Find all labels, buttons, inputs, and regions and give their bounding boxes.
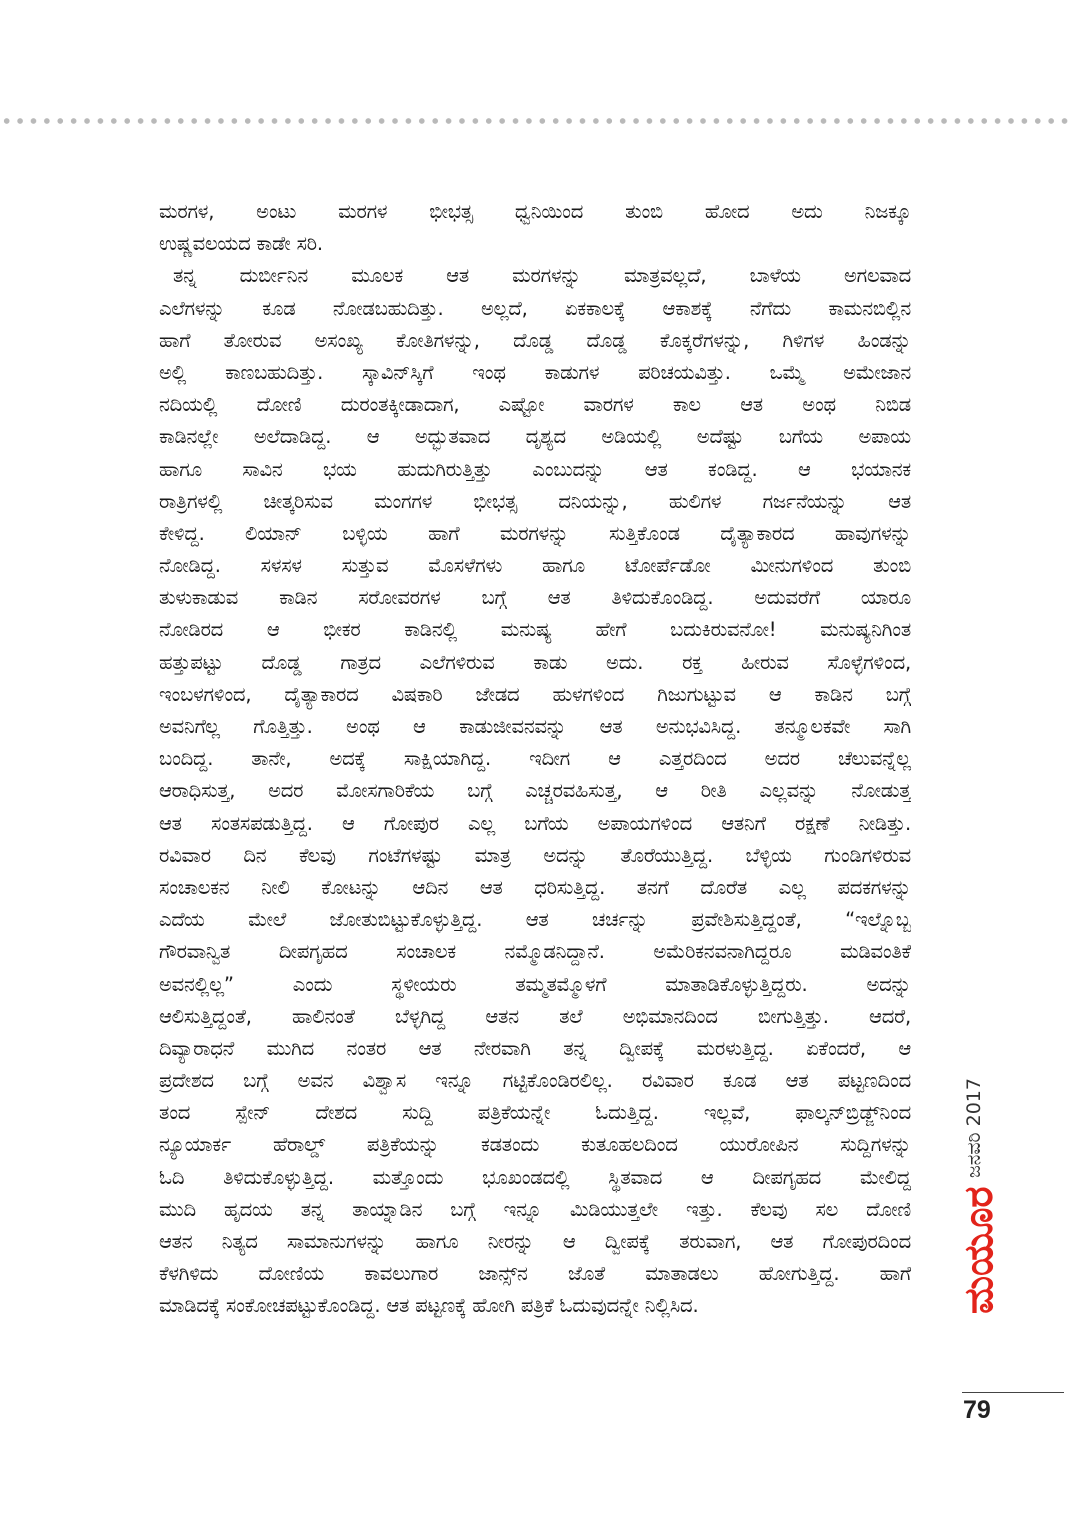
text-line: ಕೇಳಿದ್ದ. ಲಿಯಾನ್ ಬಳ್ಳಿಯ ಹಾಗೆ ಮರಗಳನ್ನು ಸುತ್ತಿಕೊಂಡ ದೈತ್ಯಾಕಾರದ ಹಾವುಗಳನ್ನು <box>159 521 911 545</box>
text-line: ಆರಾಧಿಸುತ್ತ, ಅದರ ಮೋಸಗಾರಿಕೆಯ ಬಗ್ಗೆ ಎಚ್ಚರವಹಿಸುತ್ತ, ಆ ರೀತಿ ಎಲ್ಲವನ್ನು ನೋಡುತ್ತ <box>159 779 911 803</box>
text-line: ರಾತ್ರಿಗಳಲ್ಲಿ ಚೀತ್ಕರಿಸುವ ಮಂಗಗಳ ಭೀಭತ್ಸ ದನಿಯನ್ನು, ಹುಲಿಗಳ ಗರ್ಜನೆಯನ್ನು ಆತ <box>159 489 911 513</box>
text-line: ಆತನ ನಿತ್ಯದ ಸಾಮಾನುಗಳನ್ನು ಹಾಗೂ ನೀರನ್ನು ಆ ದ್ವೀಪಕ್ಕೆ ತರುವಾಗ, ಆತ ಗೋಪುರದಿಂದ <box>159 1230 911 1253</box>
page-number-rule <box>962 1392 1064 1393</box>
text-line: ಆಲಿಸುತ್ತಿದ್ದಂತೆ, ಹಾಲಿನಂತೆ ಬೆಳ್ಳಗಿದ್ದ ಆತನ ತಲೆ ಅಭಿಮಾನದಿಂದ ಬೀಗುತ್ತಿತ್ತು. ಆದರೆ, <box>159 1004 911 1028</box>
text-line: ಹತ್ತುಪಟ್ಟು ದೊಡ್ಡ ಗಾತ್ರದ ಎಲೆಗಳಿರುವ ಕಾಡು ಅದು. ರಕ್ತ ಹೀರುವ ಸೊಳ್ಳೆಗಳಿಂದ, <box>159 650 911 674</box>
text-line: ತುಳುಕಾಡುವ ಕಾಡಿನ ಸರೋವರಗಳ ಬಗ್ಗೆ ಆತ ತಿಳಿದುಕೊಂಡಿದ್ದ. ಅದುವರೆಗೆ ಯಾರೂ <box>159 586 911 610</box>
page-number: 79 <box>963 1396 991 1424</box>
text-line: ಮುದಿ ಹೃದಯ ತನ್ನ ತಾಯ್ನಾಡಿನ ಬಗ್ಗೆ ಇನ್ನೂ ಮಿಡಿಯುತ್ತಲೇ ಇತ್ತು. ಕೆಲವು ಸಲ ದೋಣಿ <box>159 1197 911 1221</box>
text-line: ಓದಿ ತಿಳಿದುಕೊಳ್ಳುತ್ತಿದ್ದ. ಮತ್ತೊಂದು ಭೂಖಂಡದಲ್ಲಿ ಸ್ಥಿತವಾದ ಆ ದೀಪಗೃಹದ ಮೇಲಿದ್ದ <box>159 1165 911 1189</box>
text-line: ಇಂಬಳಗಳಿಂದ, ದೈತ್ಯಾಕಾರದ ವಿಷಕಾರಿ ಜೇಡದ ಹುಳಗಳಿಂದ ಗಿಜುಗುಟ್ಟುವ ಆ ಕಾಡಿನ ಬಗ್ಗೆ <box>159 682 911 706</box>
text-line: ಹಾಗೂ ಸಾವಿನ ಭಯ ಹುದುಗಿರುತ್ತಿತ್ತು ಎಂಬುದನ್ನು ಆತ ಕಂಡಿದ್ದ. ಆ ಭಯಾನಕ <box>159 457 911 481</box>
text-line: ಅವನಿಗೆಲ್ಲ ಗೊತ್ತಿತ್ತು. ಅಂಥ ಆ ಕಾಡುಜೀವನವನ್ನು ಆತ ಅನುಭವಿಸಿದ್ದ. ತನ್ಮೂಲಕವೇ ಸಾಗಿ <box>159 715 911 738</box>
dotted-header-rule <box>0 116 1072 126</box>
text-line: ಕೆಳಗಿಳಿದು ದೋಣಿಯ ಕಾವಲುಗಾರ ಜಾನ್ಸ್‌ನ ಜೊತೆ ಮಾತಾಡಲು ಹೋಗುತ್ತಿದ್ದ. ಹಾಗೆ <box>159 1262 911 1286</box>
text-line: ಹಾಗೆ ತೋರುವ ಅಸಂಖ್ಯ ಕೋತಿಗಳನ್ನು, ದೊಡ್ಡ ದೊಡ್ಡ ಕೊಕ್ಕರೆಗಳನ್ನು, ಗಿಳಿಗಳ ಹಿಂಡನ್ನು <box>159 328 911 352</box>
text-line: ನದಿಯಲ್ಲಿ ದೋಣಿ ದುರಂತಕ್ಕೀಡಾದಾಗ, ಎಷ್ಟೋ ವಾರಗಳ ಕಾಲ ಆತ ಅಂಥ ನಿಬಿಡ <box>159 393 911 417</box>
text-line: ಮರಗಳ, ಅಂಟು ಮರಗಳ ಭೀಭತ್ಸ ಧ್ವನಿಯಿಂದ ತುಂಬಿ ಹೋದ ಅದು ನಿಜಕ್ಕೂ <box>159 200 911 223</box>
text-line: ತಂದ ಸ್ಪೇನ್ ದೇಶದ ಸುದ್ದಿ ಪತ್ರಿಕೆಯನ್ನೇ ಓದುತ್ತಿದ್ದ. ಇಲ್ಲವೆ, ಫಾಲ್ಕನ್‌ಬ್ರಿಡ್ಜ್‌ನಿಂದ <box>159 1101 911 1125</box>
text-line: ಉಷ್ಣವಲಯದ ಕಾಡೇ ಸರಿ. <box>159 232 323 256</box>
issue-date: ಜನವರಿ 2017 <box>963 1078 985 1178</box>
text-line: ಎಲೆಗಳನ್ನು ಕೂಡ ನೋಡಬಹುದಿತ್ತು. ಅಲ್ಲದೆ, ಏಕಕಾಲಕ್ಕೆ ಆಕಾಶಕ್ಕೆ ನೆಗೆದು ಕಾಮನಬಿಲ್ಲಿನ <box>159 296 911 320</box>
text-line: ಅವನಲ್ಲಿಲ್ಲ” ಎಂದು ಸ್ಥಳೀಯರು ತಮ್ಮತಮ್ಮೊಳಗೆ ಮಾತಾಡಿಕೊಳ್ಳುತ್ತಿದ್ದರು. ಅದನ್ನು <box>159 972 911 996</box>
text-line: ನ್ಯೂಯಾರ್ಕ ಹೆರಾಲ್ಡ್ ಪತ್ರಿಕೆಯನ್ನು ಕಡತಂದು ಕುತೂಹಲದಿಂದ ಯುರೋಪಿನ ಸುದ್ದಿಗಳನ್ನು <box>159 1133 911 1157</box>
text-line: ಗೌರವಾನ್ವಿತ ದೀಪಗೃಹದ ಸಂಚಾಲಕ ನಮ್ಮೊಡನಿದ್ದಾನೆ. ಅಮೆರಿಕನವನಾಗಿದ್ದರೂ ಮಡಿವಂತಿಕೆ <box>159 940 911 964</box>
magazine-logo: ಮಯೂರ <box>956 1186 1002 1314</box>
text-line: ನೋಡಿದ್ದ. ಸಳಸಳ ಸುತ್ತುವ ಮೊಸಳೆಗಳು ಹಾಗೂ ಟೋರ್ಪೆಡೋ ಮೀನುಗಳಿಂದ ತುಂಬಿ <box>159 554 911 578</box>
text-line: ಬಂದಿದ್ದ. ತಾನೇ, ಅದಕ್ಕೆ ಸಾಕ್ಷಿಯಾಗಿದ್ದ. ಇದೀಗ ಆ ಎತ್ತರದಿಂದ ಅದರ ಚೆಲುವನ್ನೆಲ್ಲ <box>159 747 911 771</box>
article-body <box>159 196 911 1323</box>
text-line: ನೋಡಿರದ ಆ ಭೀಕರ ಕಾಡಿನಲ್ಲಿ ಮನುಷ್ಯ ಹೇಗೆ ಬದುಕಿರುವನೋ! ಮನುಷ್ಯನಿಗಿಂತ <box>159 618 911 642</box>
text-line: ಅಲ್ಲಿ ಕಾಣಬಹುದಿತ್ತು. ಸ್ಕಾವಿನ್‌ಸ್ಕಿಗೆ ಇಂಥ ಕಾಡುಗಳ ಪರಿಚಯವಿತ್ತು. ಒಮ್ಮೆ ಅಮೇಜಾನ <box>159 360 911 384</box>
text-line: ಮಾಡಿದಕ್ಕೆ ಸಂಕೋಚಪಟ್ಟುಕೊಂಡಿದ್ದ. ಆತ ಪಟ್ಟಣಕ್ಕೆ ಹೋಗಿ ಪತ್ರಿಕೆ ಓದುವುದನ್ನೇ ನಿಲ್ಲಿಸಿದ. <box>159 1294 699 1318</box>
text-line: ದಿವ್ಯಾರಾಧನೆ ಮುಗಿದ ನಂತರ ಆತ ನೇರವಾಗಿ ತನ್ನ ದ್ವೀಪಕ್ಕೆ ಮರಳುತ್ತಿದ್ದ. ಏಕೆಂದರೆ, ಆ <box>159 1036 911 1060</box>
text-line: ಆತ ಸಂತಸಪಡುತ್ತಿದ್ದ. ಆ ಗೋಪುರ ಎಲ್ಲ ಬಗೆಯ ಅಪಾಯಗಳಿಂದ ಆತನಿಗೆ ರಕ್ಷಣೆ ನೀಡಿತ್ತು. <box>159 811 911 835</box>
text-line: ರವಿವಾರ ದಿನ ಕೆಲವು ಗಂಟೆಗಳಷ್ಟು ಮಾತ್ರ ಅದನ್ನು ತೊರೆಯುತ್ತಿದ್ದ. ಬೆಳ್ಳಿಯ ಗುಂಡಿಗಳಿರುವ <box>159 843 911 867</box>
text-line: ಪ್ರದೇಶದ ಬಗ್ಗೆ ಅವನ ವಿಶ್ವಾಸ ಇನ್ನೂ ಗಟ್ಟಿಕೊಂಡಿರಲಿಲ್ಲ. ರವಿವಾರ ಕೂಡ ಆತ ಪಟ್ಟಣದಿಂದ <box>159 1069 911 1093</box>
text-line: ಸಂಚಾಲಕನ ನೀಲಿ ಕೋಟನ್ನು ಆದಿನ ಆತ ಧರಿಸುತ್ತಿದ್ದ. ತನಗೆ ದೊರೆತ ಎಲ್ಲ ಪದಕಗಳನ್ನು <box>159 875 911 899</box>
paragraph-start-line: ತನ್ನ ದುರ್ಬೀನಿನ ಮೂಲಕ ಆತ ಮರಗಳನ್ನು ಮಾತ್ರವಲ್ಲದೆ, ಬಾಳೆಯ ಅಗಲವಾದ <box>173 264 911 288</box>
text-line: ಎದೆಯ ಮೇಲೆ ಜೋತುಬಿಟ್ಟುಕೊಳ್ಳುತ್ತಿದ್ದ. ಆತ ಚರ್ಚನ್ನು ಪ್ರವೇಶಿಸುತ್ತಿದ್ದಂತೆ, “ಇಲ್ನೊಬ್ಬ <box>159 908 911 932</box>
text-line: ಕಾಡಿನಲ್ಲೇ ಅಲೆದಾಡಿದ್ದ. ಆ ಅದ್ಭುತವಾದ ದೃಶ್ಯದ ಅಡಿಯಲ್ಲಿ ಅದೆಷ್ಟು ಬಗೆಯ ಅಪಾಯ <box>159 425 911 449</box>
